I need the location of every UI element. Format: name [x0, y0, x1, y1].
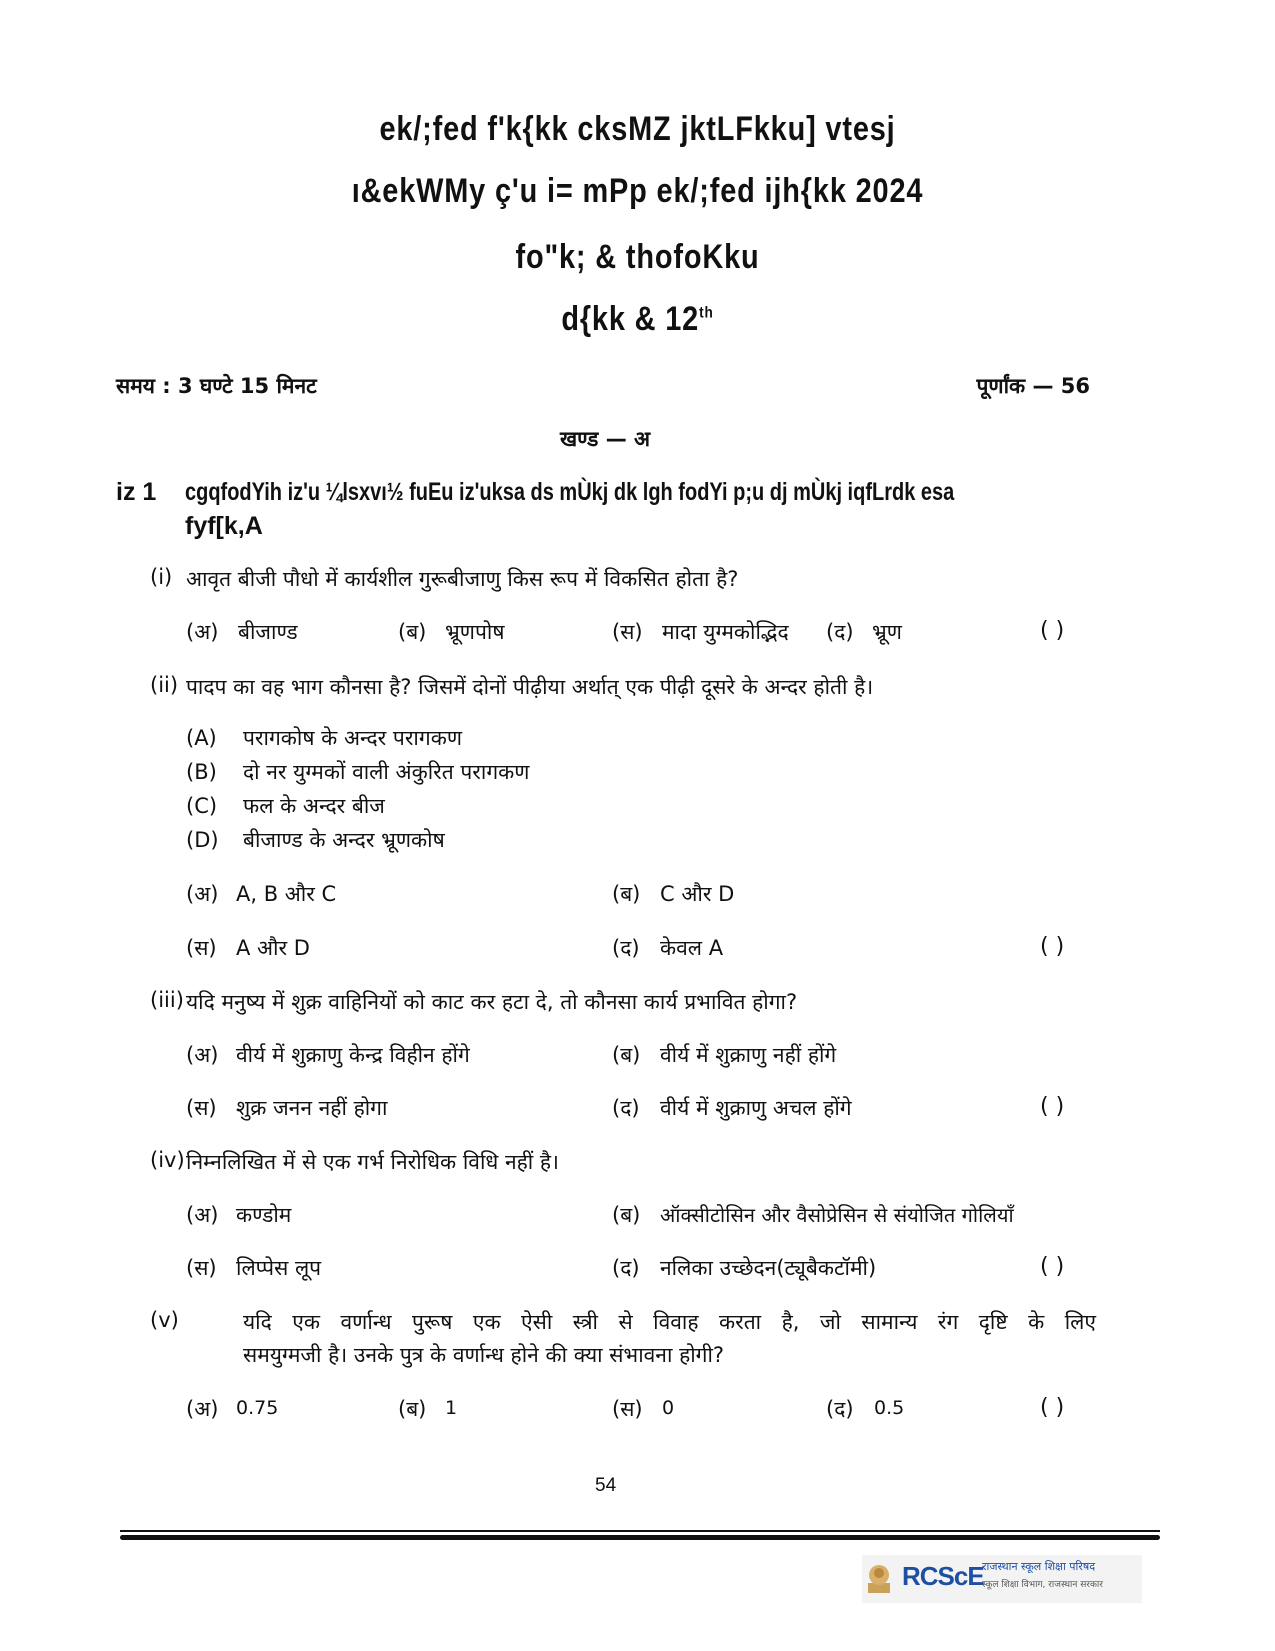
- footer-divider-thick: [120, 1535, 1160, 1540]
- option-text: वीर्य में शुक्राणु अचल होंगे: [660, 1096, 852, 1120]
- option-label: (स): [612, 1397, 643, 1421]
- option-text: C और D: [660, 882, 735, 906]
- logo-wordmark: RCScE: [902, 1561, 984, 1591]
- option-text: 0.75: [236, 1397, 279, 1419]
- list-label: (C): [186, 794, 218, 818]
- question-number: (i): [150, 565, 173, 589]
- question-number: iz 1: [116, 478, 157, 506]
- question-number: (iv): [150, 1148, 185, 1172]
- header-title-board: ek/;fed f'k{kk cksMZ jktLFkku] vtesj: [379, 110, 896, 148]
- instruction-line-1: cgqfodYih iz'u ¼lsxvı½ fuEu iz'uksa ds mÙkj dk lgh fodYi p;u dj mÙkj iqfLrdk esa: [185, 478, 955, 506]
- option-text: लिप्पेस लूप: [236, 1256, 322, 1280]
- option-text: 0: [662, 1397, 675, 1419]
- option-text: भ्रूणपोष: [445, 620, 505, 644]
- option-label: (अ): [186, 1043, 219, 1067]
- option-text: A और D: [236, 936, 310, 960]
- option-text: 1: [445, 1397, 458, 1419]
- exam-time: समय : 3 घण्टे 15 मिनट: [116, 374, 317, 398]
- option-text: केवल A: [660, 936, 724, 960]
- question-text: निम्नलिखित में से एक गर्भ निरोधिक विधि नहीं है।: [186, 1150, 560, 1174]
- option-text: 0.5: [874, 1397, 905, 1419]
- list-label: (D): [186, 828, 219, 852]
- answer-bracket: ( ): [1040, 1395, 1065, 1420]
- question-text: पादप का वह भाग कौनसा है? जिसमें दोनों पीढ़ीया अर्थात् एक पीढ़ी दूसरे के अन्दर होती है।: [186, 675, 874, 699]
- option-text: बीजाण्ड: [238, 620, 298, 644]
- total-marks: पूर्णांक — 56: [976, 374, 1090, 398]
- question-number: (iii): [150, 988, 184, 1012]
- option-text: A, B और C: [236, 882, 337, 906]
- list-text: दो नर युग्मकों वाली अंकुरित परागकण: [243, 760, 530, 784]
- question-text: आवृत बीजी पौधो में कार्यशील गुरूबीजाणु किस रूप में विकसित होता है?: [186, 567, 739, 591]
- option-text: मादा युग्मकोद्भिद: [662, 620, 789, 644]
- option-label: (स): [612, 620, 643, 644]
- list-label: (A): [186, 726, 217, 750]
- list-label: (B): [186, 760, 217, 784]
- option-label: (अ): [186, 882, 219, 906]
- option-text: वीर्य में शुक्राणु केन्द्र विहीन होंगे: [236, 1043, 470, 1067]
- option-label: (अ): [186, 1397, 219, 1421]
- option-label: (ब): [612, 1203, 641, 1227]
- header-title-class: d{kk & 12th: [561, 300, 714, 338]
- question-number: (ii): [150, 673, 179, 697]
- section-heading: खण्ड — अ: [560, 427, 651, 451]
- question-text: समयुग्मजी है। उनके पुत्र के वर्णान्ध होने की क्या संभावना होगी?: [243, 1343, 725, 1367]
- question-text: यदि मनुष्य में शुक्र वाहिनियों को काट कर हटा दे, तो कौनसा कार्य प्रभावित होगा?: [186, 990, 798, 1014]
- option-label: (ब): [612, 882, 641, 906]
- option-text: भ्रूण: [872, 620, 902, 644]
- question-number: (v): [150, 1308, 179, 1332]
- header-title-exam: ı&ekWMy ç'u i= mPp ek/;fed ijh{kk 2024: [351, 172, 924, 210]
- option-label: (द): [826, 620, 854, 644]
- option-text: शुक्र जनन नहीं होगा: [236, 1096, 388, 1120]
- option-label: (द): [612, 1096, 640, 1120]
- ashoka-emblem-icon: [868, 1565, 890, 1593]
- header-title-subject: fo"k; & thofoKku: [515, 238, 760, 276]
- option-label: (अ): [186, 620, 219, 644]
- logo-line-2: स्कूल शिक्षा विभाग, राजस्थान सरकार: [982, 1580, 1103, 1590]
- option-label: (द): [612, 936, 640, 960]
- question-text: यदि एक वर्णान्ध पुरूष एक ऐसी स्त्री से विवाह करता है, जो सामान्य रंग दृष्टि के लिए: [243, 1310, 1096, 1334]
- list-text: फल के अन्दर बीज: [243, 794, 385, 818]
- option-label: (अ): [186, 1203, 219, 1227]
- option-label: (द): [612, 1256, 640, 1280]
- option-label: (ब): [612, 1043, 641, 1067]
- answer-bracket: ( ): [1040, 1254, 1065, 1279]
- option-label: (स): [186, 1256, 217, 1280]
- page-number: 54: [595, 1475, 617, 1496]
- answer-bracket: ( ): [1040, 1094, 1065, 1119]
- option-label: (द): [826, 1397, 854, 1421]
- rcsce-logo: [862, 1555, 1142, 1603]
- logo-line-1: राजस्थान स्कूल शिक्षा परिषद: [982, 1560, 1096, 1573]
- footer-divider: [120, 1530, 1160, 1532]
- option-label: (स): [186, 936, 217, 960]
- instruction-line-2: fyf[k,A: [185, 512, 263, 540]
- option-label: (स): [186, 1096, 217, 1120]
- list-text: बीजाण्ड के अन्दर भ्रूणकोष: [243, 828, 445, 852]
- answer-bracket: ( ): [1040, 934, 1065, 959]
- option-label: (ब): [398, 620, 427, 644]
- option-text: कण्डोम: [236, 1203, 292, 1227]
- answer-bracket: ( ): [1040, 618, 1065, 643]
- option-text: नलिका उच्छेदन(ट्यूबैकटॉमी): [660, 1256, 877, 1280]
- option-text: ऑक्सीटोसिन और वैसोप्रेसिन से संयोजित गोलियाँ: [660, 1203, 1014, 1227]
- option-text: वीर्य में शुक्राणु नहीं होंगे: [660, 1043, 837, 1067]
- list-text: परागकोष के अन्दर परागकण: [243, 726, 463, 750]
- option-label: (ब): [398, 1397, 427, 1421]
